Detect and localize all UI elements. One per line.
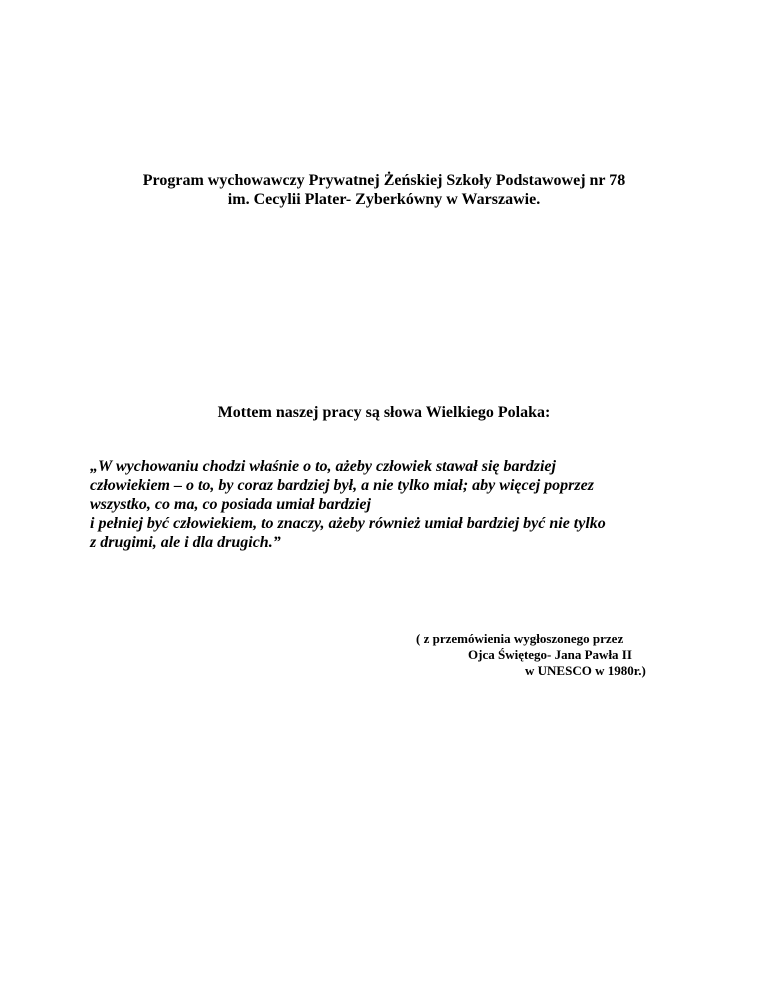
quote-source — [416, 631, 716, 679]
quote-line-2: człowiekiem – o to, by coraz bardziej był, a nie tylko miał; aby więcej poprzez — [90, 477, 594, 494]
title-line-1: Program wychowawczy Prywatnej Żeńskiej Szkoły Podstawowej nr 78 — [142, 172, 626, 189]
title-line-2: im. Cecylii Plater- Zyberkówny w Warszawie. — [227, 191, 541, 208]
motto-quote — [90, 457, 710, 552]
source-line-3: w UNESCO w 1980r.) — [525, 663, 646, 678]
quote-line-3: wszystko, co ma, co posiada umiał bardziej — [90, 496, 371, 513]
source-line-2: Ojca Świętego- Jana Pawła II — [468, 647, 632, 662]
quote-line-4: i pełniej być człowiekiem, to znaczy, ażeby również umiał bardziej być nie tylko — [90, 515, 606, 532]
document-title — [0, 171, 768, 209]
quote-line-5: z drugimi, ale i dla drugich.” — [90, 534, 281, 551]
source-line-1: ( z przemówienia wygłoszonego przez — [416, 631, 624, 646]
quote-line-1: „W wychowaniu chodzi właśnie o to, ażeby człowiek stawał się bardziej — [90, 458, 556, 475]
motto-heading: Mottem naszej pracy są słowa Wielkiego Polaka: — [217, 404, 551, 421]
